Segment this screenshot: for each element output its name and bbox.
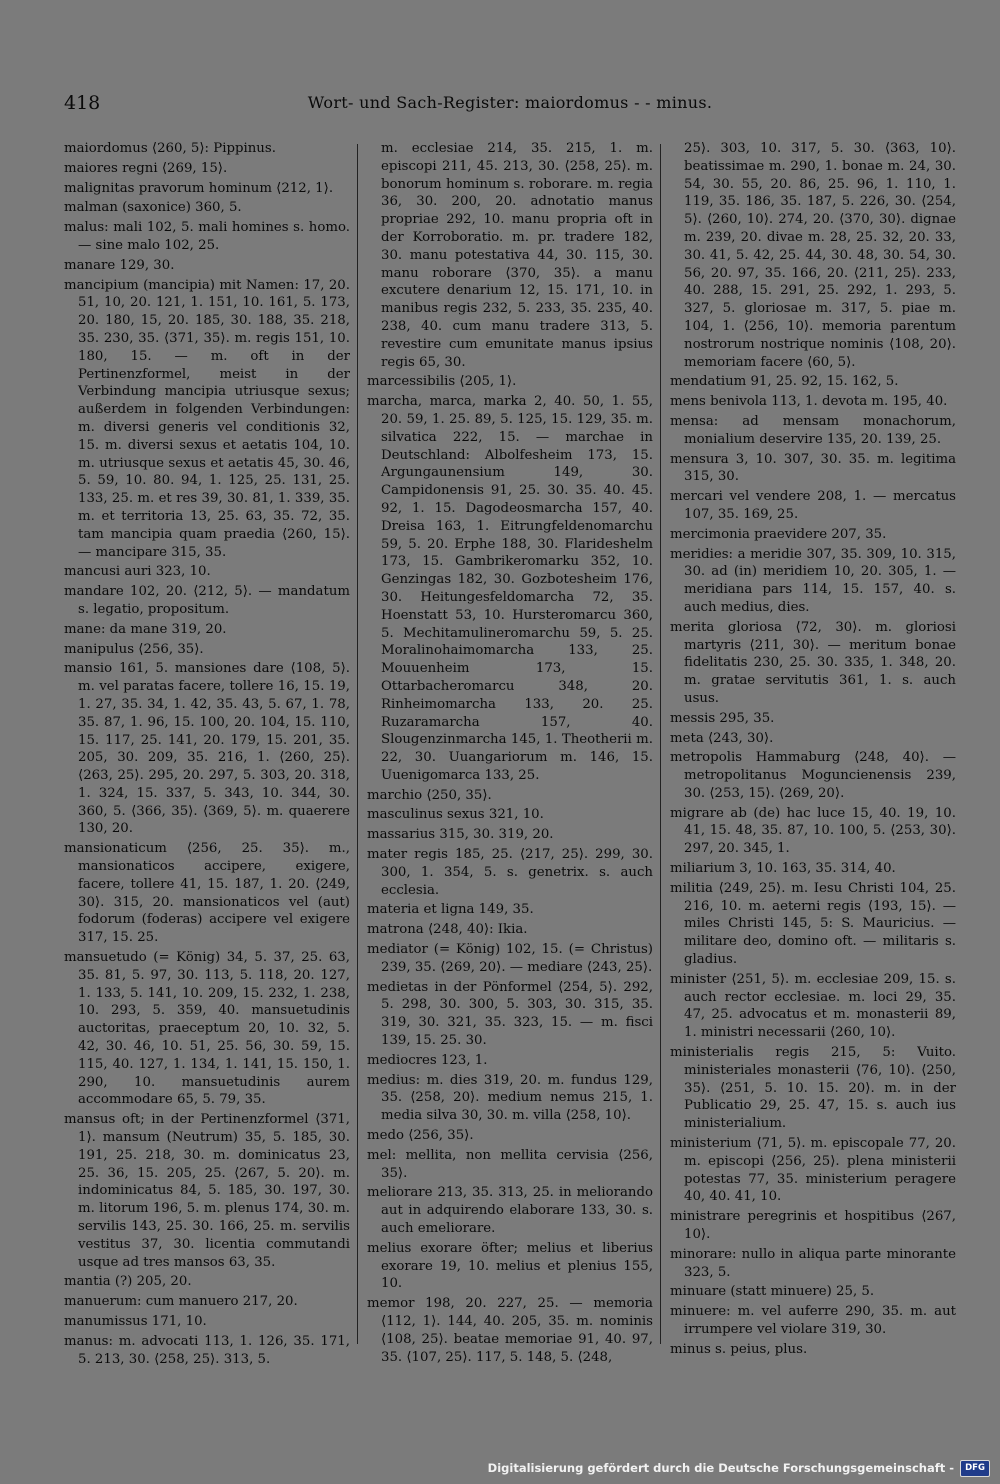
index-entry: ministrare peregrinis et hospitibus ⟨267, 10⟩. — [670, 1209, 956, 1243]
index-entry: minorare: nullo in aliqua parte minorante 323, 5. — [670, 1246, 956, 1280]
index-entry: masculinus sexus 321, 10. — [367, 807, 544, 823]
column-right — [670, 140, 956, 1361]
index-entry: mensura 3, 10. 307, 30. 35. m. legitima 315, 30. — [670, 451, 956, 485]
index-entry: manumissus 171, 10. — [64, 1314, 207, 1329]
index-entry: miliarium 3, 10. 163, 35. 314, 40. — [670, 861, 896, 877]
index-entry: mediator (= König) 102, 15. (= Christus) 239, 35. ⟨269, 20⟩. — mediare ⟨243, 25⟩. — [367, 942, 653, 975]
index-entry: manipulus ⟨256, 35⟩. — [64, 641, 204, 657]
index-entry: melius exorare öfter; melius et liberius exorare 19, 10. melius et plenius 155, 10. — [367, 1240, 653, 1292]
index-entry: medietas in der Pönformel ⟨254, 5⟩. 292, 5. 298, 30. 300, 5. 303, 30. 315, 35. 319, 30. 321, 35. 323, 15. — m. fisci 139, 15. 25. 30. — [367, 979, 653, 1049]
index-entry: maiordomus ⟨260, 5⟩: Pippinus. — [64, 141, 276, 156]
index-entry: mediocres 123, 1. — [367, 1052, 488, 1068]
index-entry: marcha, marca, marka 2, 40. 50, 1. 55, 20. 59, 1. 25. 89, 5. 125, 15. 129, 35. m. silvatica 222, 15. — marchae in Deutschland: Albolfesheim 173, 15. Argungaunensium 149, 30. Campidonensis 91, 25. 30. 35. 40. 45. 92, 1. 15. Dagodeosmarcha 157, 40. Dreisa 163, 1. Eitrungfeldenomarchu 59, 5. 20. Erphe 188, 30. Flarideshelm 173, 15. Gambrikeromarku 352, 10. Genzingas 182, 30. Gozbotesheim 176, 30. Heitungesfeldomarcha 72, 35. Hoenstatt 53, 10. Hursteromarcu 360, 5. Mechitamulineromarchu 59, 5. 25. Moralinohaimomarcha 133, 25. Mouuenheim 173, 15. Ottarbacheromarcu 348, 20. Rinheimomarcha 133, 20. 25. Ruzaramarcha 157, 40. Slougenzinmarcha 145, 1. Theotherii m. 22, 30. Uuangariorum m. 146, 15. Uuenigomarca 133, 25. — [367, 394, 653, 783]
index-entry: mansio 161, 5. mansiones dare ⟨108, 5⟩. m. vel paratas facere, tollere 16, 15. 19, 1. 27, 35. 34, 1. 42, 35. 43, 5. 67, 1. 78, 35. 87, 1. 96, 15. 100, 20. 104, 15. 110, 15. 117, 25. 141, 20. 179, 15. 201, 35. 205, 30. 209, 35. 216, 1. ⟨260, 25⟩. ⟨263, 25⟩. 295, 20. 297, 5. 303, 20. 318, 1. 324, 15. 337, 5. 343, 10. 344, 30. 360, 5. ⟨366, 35⟩. ⟨369, 5⟩. m. quaerere 130, 20. — [64, 661, 350, 837]
index-entry: malus: mali 102, 5. mali homines s. homo. — sine malo 102, 25. — [64, 220, 350, 253]
index-entry: mendatium 91, 25. 92, 15. 162, 5. — [670, 374, 899, 390]
index-entry: manare 129, 30. — [64, 257, 175, 273]
index-entry: mel: mellita, non mellita cervisia ⟨256, 35⟩. — [367, 1147, 653, 1181]
index-entry-continuation: 25⟩. 303, 10. 317, 5. 30. ⟨363, 10⟩. beatissimae m. 290, 1. bonae m. 24, 30. 54, 30. 55, 20. 86, 25. 96, 1. 110, 1. 119, 35. 186, 35. 187, 5. 226, 30. ⟨254, 5⟩. ⟨260, 10⟩. 274, 20. ⟨370, 30⟩. dignae m. 239, 20. divae m. 28, 25. 32, 20. 33, 30. 41, 5. 42, 25. 44, 30. 48, 30. 54, 30. 56, 20. 97, 35. 166, 20. ⟨211, 25⟩. 233, 40. 288, 15. 291, 25. 292, 1. 293, 5. 327, 5. gloriosae m. 317, 5. piae m. 104, 1. ⟨256, 10⟩. memoria parentum nostrorum nostrique nominis ⟨108, 20⟩. memoriam facere ⟨60, 5⟩. — [684, 141, 956, 370]
index-entry: malman (saxonice) 360, 5. — [64, 200, 242, 216]
running-title: Wort- und Sach-Register: maiordomus - - minus. — [307, 93, 713, 112]
index-entry: marchio ⟨250, 35⟩. — [367, 787, 492, 803]
index-entry-continuation: m. ecclesiae 214, 35. 215, 1. m. episcopi 211, 45. 213, 30. ⟨258, 25⟩. m. bonorum hominum s. roborare. m. regia 36, 30. 200, 20. adnotatio manus propriae 292, 10. manu propria oft in der Korroboratio. m. pr. tradere 182, 30. manu potestativa 44, 30. 115, 30. manu roborare ⟨370, 35⟩. a manu excutere denarium 12, 15. 171, 10. in manibus regis 232, 5. 233, 35. 235, 40. 238, 40. cum manu tradere 313, 5. revestire cum emunitate manus ipsius regis 65, 30. — [381, 141, 653, 370]
index-entry: messis 295, 35. — [670, 710, 775, 726]
index-entry: minuere: m. vel auferre 290, 35. m. aut irrumpere vel violare 319, 30. — [670, 1304, 956, 1337]
index-entry: mane: da mane 319, 20. — [64, 621, 227, 637]
index-entry: medo ⟨256, 35⟩. — [367, 1128, 474, 1144]
index-entry: mansionaticum ⟨256, 25. 35⟩. m., mansionaticos accipere, exigere, facere, tollere 41, 15. 187, 1. 20. ⟨249, 30⟩. 315, 20. mansionaticos vel (aut) fodorum (foderas) accipere vel exigere 317, 15. 25. — [64, 841, 350, 946]
index-entry: mensa: ad mensam monachorum, monialium deservire 135, 20. 139, 25. — [670, 413, 956, 447]
index-entry: mansuetudo (= König) 34, 5. 37, 25. 63, 35. 81, 5. 97, 30. 113, 5. 118, 20. 127, 1. 133, 5. 141, 10. 209, 15. 232, 1. 238, 10. 293, 5. 359, 40. mansuetudinis auctoritas, praeceptum 20, 10. 32, 5. 42, 30. 46, 10. 51, 25. 56, 30. 59, 15. 115, 40. 127, 1. 134, 1. 141, 15. 150, 1. 290, 10. mansuetudinis aurem accommodare 65, 5. 79, 35. — [64, 950, 350, 1108]
footer-credit: Digitalisierung gefördert durch die Deutsche Forschungsgemeinschaft - — [487, 1461, 954, 1475]
index-entry: mercari vel vendere 208, 1. — mercatus 107, 35. 169, 25. — [670, 489, 956, 522]
index-entry: ministerialis regis 215, 5: Vuito. ministeriales monasterii ⟨76, 10⟩. ⟨250, 35⟩. ⟨251, 5. 10. 15. 20⟩. m. in der Publicatio 29, 25. 47, 15. s. auch ius ministerialium. — [670, 1045, 956, 1132]
index-entry: mantia (?) 205, 20. — [64, 1274, 192, 1290]
index-entry: metropolis Hammaburg ⟨248, 40⟩. — metropolitanus Moguncienensis 239, 30. ⟨253, 15⟩. ⟨269, 20⟩. — [670, 750, 956, 801]
index-entry: mancusi auri 323, 10. — [64, 564, 211, 580]
index-entry: militia ⟨249, 25⟩. m. Iesu Christi 104, 25. 216, 10. m. aeterni regis ⟨193, 15⟩. — miles Christi 145, 5: S. Mauricius. — militare deo, domino oft. — militaris s. gladius. — [670, 880, 956, 968]
index-entry: marcessibilis ⟨205, 1⟩. — [367, 374, 517, 390]
footer — [488, 1458, 990, 1478]
index-entry: meliorare 213, 35. 313, 25. in meliorando aut in adquirendo elaborare 133, 30. s. auch emeliorare. — [367, 1185, 653, 1237]
column-left — [64, 140, 350, 1370]
index-entry: medius: m. dies 319, 20. m. fundus 129, 35. ⟨258, 20⟩. medium nemus 215, 1. media silva 30, 30. m. villa ⟨258, 10⟩. — [367, 1072, 653, 1124]
column-middle — [367, 140, 653, 1368]
index-entry: minuare (statt minuere) 25, 5. — [670, 1284, 875, 1300]
index-entry: mercimonia praevidere 207, 35. — [670, 526, 887, 542]
index-entry: malignitas pravorum hominum ⟨212, 1⟩. — [64, 180, 334, 196]
index-entry: merita gloriosa ⟨72, 30⟩. m. gloriosi martyris ⟨211, 30⟩. — meritum bonae fidelitatis 230, 25. 30. 335, 1. 348, 20. m. gratae servitutis 361, 1. s. auch usus. — [670, 619, 956, 706]
index-entry: mandare 102, 20. ⟨212, 5⟩. — mandatum s. legatio, propositum. — [64, 584, 350, 617]
page-number: 418 — [64, 92, 101, 114]
index-entry: massarius 315, 30. 319, 20. — [367, 827, 554, 843]
index-entry: meridies: a meridie 307, 35. 309, 10. 315, 30. ad (in) meridiem 10, 20. 305, 1. — meridiana pars 114, 15. 157, 40. s. auch medius, dies. — [670, 546, 956, 615]
index-entry: manuerum: cum manuero 217, 20. — [64, 1294, 298, 1310]
column-divider — [660, 144, 661, 1344]
index-entry: matrona ⟨248, 40⟩: Ikia. — [367, 922, 528, 938]
index-entry: minus s. peius, plus. — [670, 1341, 808, 1357]
index-entry: maiores regni ⟨269, 15⟩. — [64, 160, 228, 176]
index-entry: minister ⟨251, 5⟩. m. ecclesiae 209, 15. s. auch rector ecclesiae. m. loci 29, 35. 47, 25. advocatus et m. monasterii 89, 1. ministri necessarii ⟨260, 10⟩. — [670, 971, 956, 1041]
index-entry: materia et ligna 149, 35. — [367, 902, 534, 918]
index-entry: mater regis 185, 25. ⟨217, 25⟩. 299, 30. 300, 1. 354, 5. s. genetrix. s. auch ecclesia. — [367, 847, 653, 898]
index-entry: mansus oft; in der Pertinenzformel ⟨371, 1⟩. mansum (Neutrum) 35, 5. 185, 30. 191, 25. 218, 30. m. dominicatus 23, 25. 36, 15. 205, 25. ⟨267, 5. 20⟩. m. indominicatus 84, 5. 185, 30. 197, 30. m. litorum 196, 5. m. plenus 174, 30. m. servilis 143, 25. 30. 166, 25. m. servilis vestitus 37, 30. licentia commutandi usque ad tres mansos 63, 35. — [64, 1112, 350, 1270]
index-entry: migrare ab (de) hac luce 15, 40. 19, 10. 41, 15. 48, 35. 87, 10. 100, 5. ⟨253, 30⟩. 297, 20. 345, 1. — [670, 805, 956, 857]
dfg-logo-icon: DFG — [960, 1460, 990, 1477]
index-columns — [64, 140, 956, 1367]
page-header — [64, 92, 956, 118]
index-entry: memor 198, 20. 227, 25. — memoria ⟨112, 1⟩. 144, 40. 205, 35. m. nominis ⟨108, 25⟩. beatae memoriae 91, 40. 97, 35. ⟨107, 25⟩. 117, 5. 148, 5. ⟨248, — [367, 1296, 653, 1365]
index-entry: ministerium ⟨71, 5⟩. m. episcopale 77, 20. m. episcopi ⟨256, 25⟩. plena ministerii potestas 77, 35. ministerium peragere 40, 40. 41, 10. — [670, 1136, 956, 1205]
index-entry: manus: m. advocati 113, 1. 126, 35. 171, 5. 213, 30. ⟨258, 25⟩. 313, 5. — [64, 1333, 350, 1367]
column-divider — [357, 144, 358, 1344]
index-entry: mancipium (mancipia) mit Namen: 17, 20. 51, 10, 20. 121, 1. 151, 10. 161, 5. 173, 20. 180, 15, 20. 185, 30. 188, 35. 218, 35. 230, 35. ⟨371, 35⟩. m. regis 151, 10. 180, 15. — m. oft in der Pertinenzformel, meist in der Verbindung mancipia utriusque sexus; außerdem in folgenden Verbindungen: m. diversi generis vel conditionis 32, 15. m. diversi sexus et aetatis 104, 10. m. utriusque sexus et aetatis 45, 30. 46, 5. 59, 10. 80. 94, 1. 125, 25. 131, 25. 133, 25. m. et res 39, 30. 81, 1. 339, 35. m. et territoria 13, 25. 63, 35. 72, 35. tam mancipia quam praedia ⟨260, 15⟩. — mancipare 315, 35. — [64, 277, 350, 560]
index-entry: mens benivola 113, 1. devota m. 195, 40. — [670, 394, 948, 410]
index-entry: meta ⟨243, 30⟩. — [670, 730, 774, 746]
